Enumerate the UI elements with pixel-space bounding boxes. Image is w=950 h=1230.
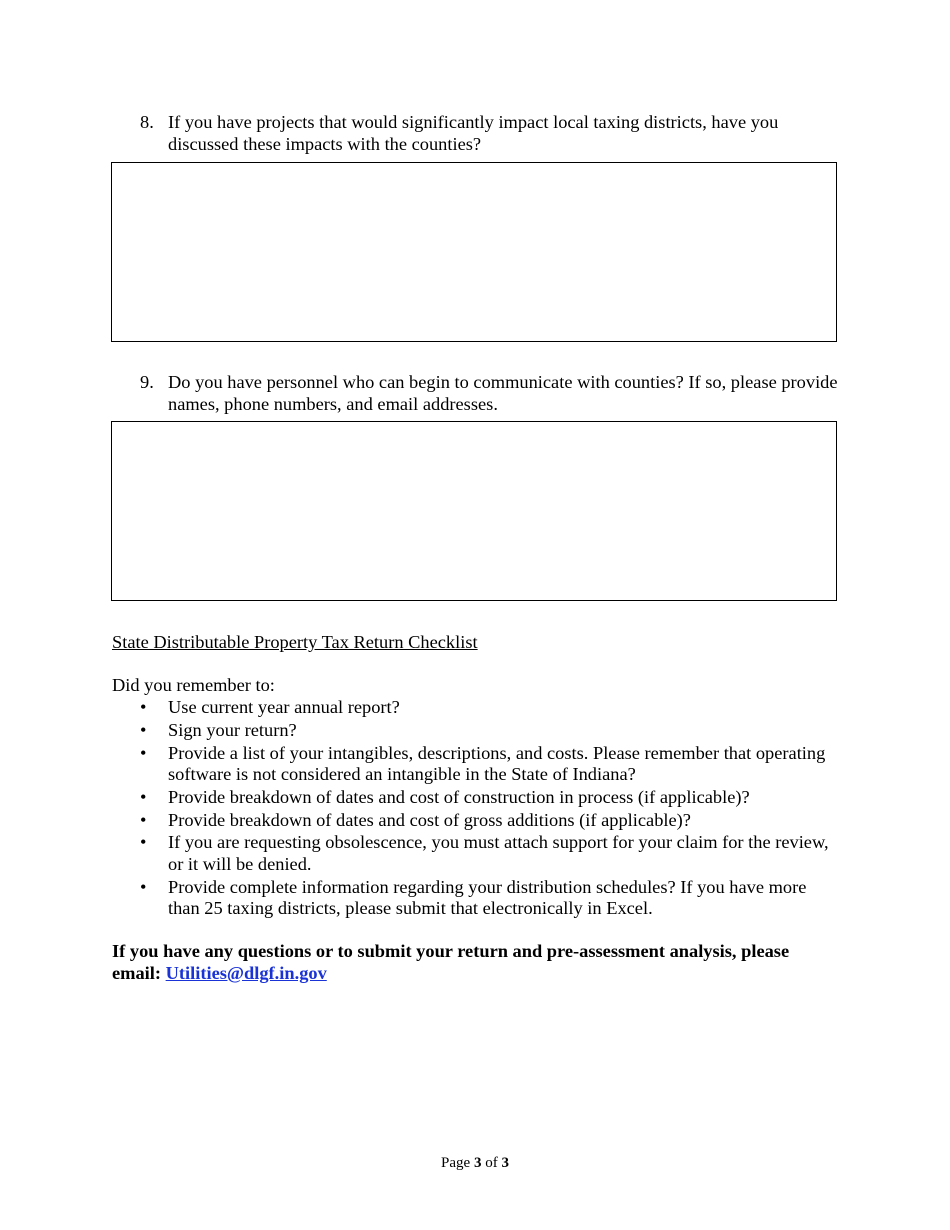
checklist-intro: Did you remember to:: [112, 675, 275, 695]
checklist-item: [140, 720, 840, 742]
checklist-heading: State Distributable Property Tax Return Checklist: [112, 632, 478, 652]
checklist-item-text: Provide breakdown of dates and cost of construction in process (if applicable)?: [168, 786, 750, 807]
bullet-icon: •: [140, 719, 147, 740]
bullet-icon: •: [140, 809, 147, 830]
checklist-item: [140, 743, 840, 786]
checklist-item: [140, 810, 840, 832]
checklist-item-text: Provide breakdown of dates and cost of gross additions (if applicable)?: [168, 809, 691, 830]
answer-box-question-8[interactable]: [111, 162, 837, 342]
page-footer: [0, 1155, 950, 1172]
answer-box-question-9[interactable]: [111, 421, 837, 601]
page-word: Page: [441, 1155, 471, 1171]
question-text: If you have projects that would significantly impact local taxing districts, have you discussed these impacts with the counties?: [168, 112, 779, 154]
bullet-icon: •: [140, 786, 147, 807]
checklist-item: [140, 832, 840, 875]
checklist-item-text: If you are requesting obsolescence, you must attach support for your claim for the review, or it will be denied.: [168, 832, 829, 874]
of-word: of: [485, 1155, 498, 1171]
checklist-list: [140, 697, 840, 921]
checklist-item: [140, 697, 840, 719]
question-text: Do you have personnel who can begin to communicate with counties? If so, please provide names, phone numbers, and email addresses.: [168, 372, 838, 414]
bullet-icon: •: [140, 742, 147, 763]
contact-notice: [112, 940, 842, 984]
email-link[interactable]: Utilities@dlgf.in.gov: [165, 963, 327, 983]
contact-text: If you have any questions or to submit your return and pre-assessment analysis, please email:: [112, 941, 790, 983]
checklist-item-text: Provide complete information regarding your distribution schedules? If you have more than 25 taxing districts, please submit that electronically in Excel.: [168, 876, 807, 919]
checklist-item: [140, 787, 840, 809]
checklist-item-text: Sign your return?: [168, 719, 297, 740]
question-number: 9.: [140, 372, 154, 392]
question-8: [140, 112, 840, 155]
current-page-number: 3: [473, 1155, 482, 1171]
checklist-item: [140, 877, 840, 920]
checklist-item-text: Use current year annual report?: [168, 697, 400, 717]
question-9: [140, 372, 840, 415]
question-number: 8.: [140, 112, 154, 132]
total-page-number: 3: [501, 1155, 509, 1171]
bullet-icon: •: [140, 697, 147, 717]
bullet-icon: •: [140, 876, 147, 897]
checklist-item-text: Provide a list of your intangibles, descriptions, and costs. Please remember that operating software is not considered an intangible in the State of Indiana?: [168, 742, 826, 785]
bullet-icon: •: [140, 832, 147, 853]
